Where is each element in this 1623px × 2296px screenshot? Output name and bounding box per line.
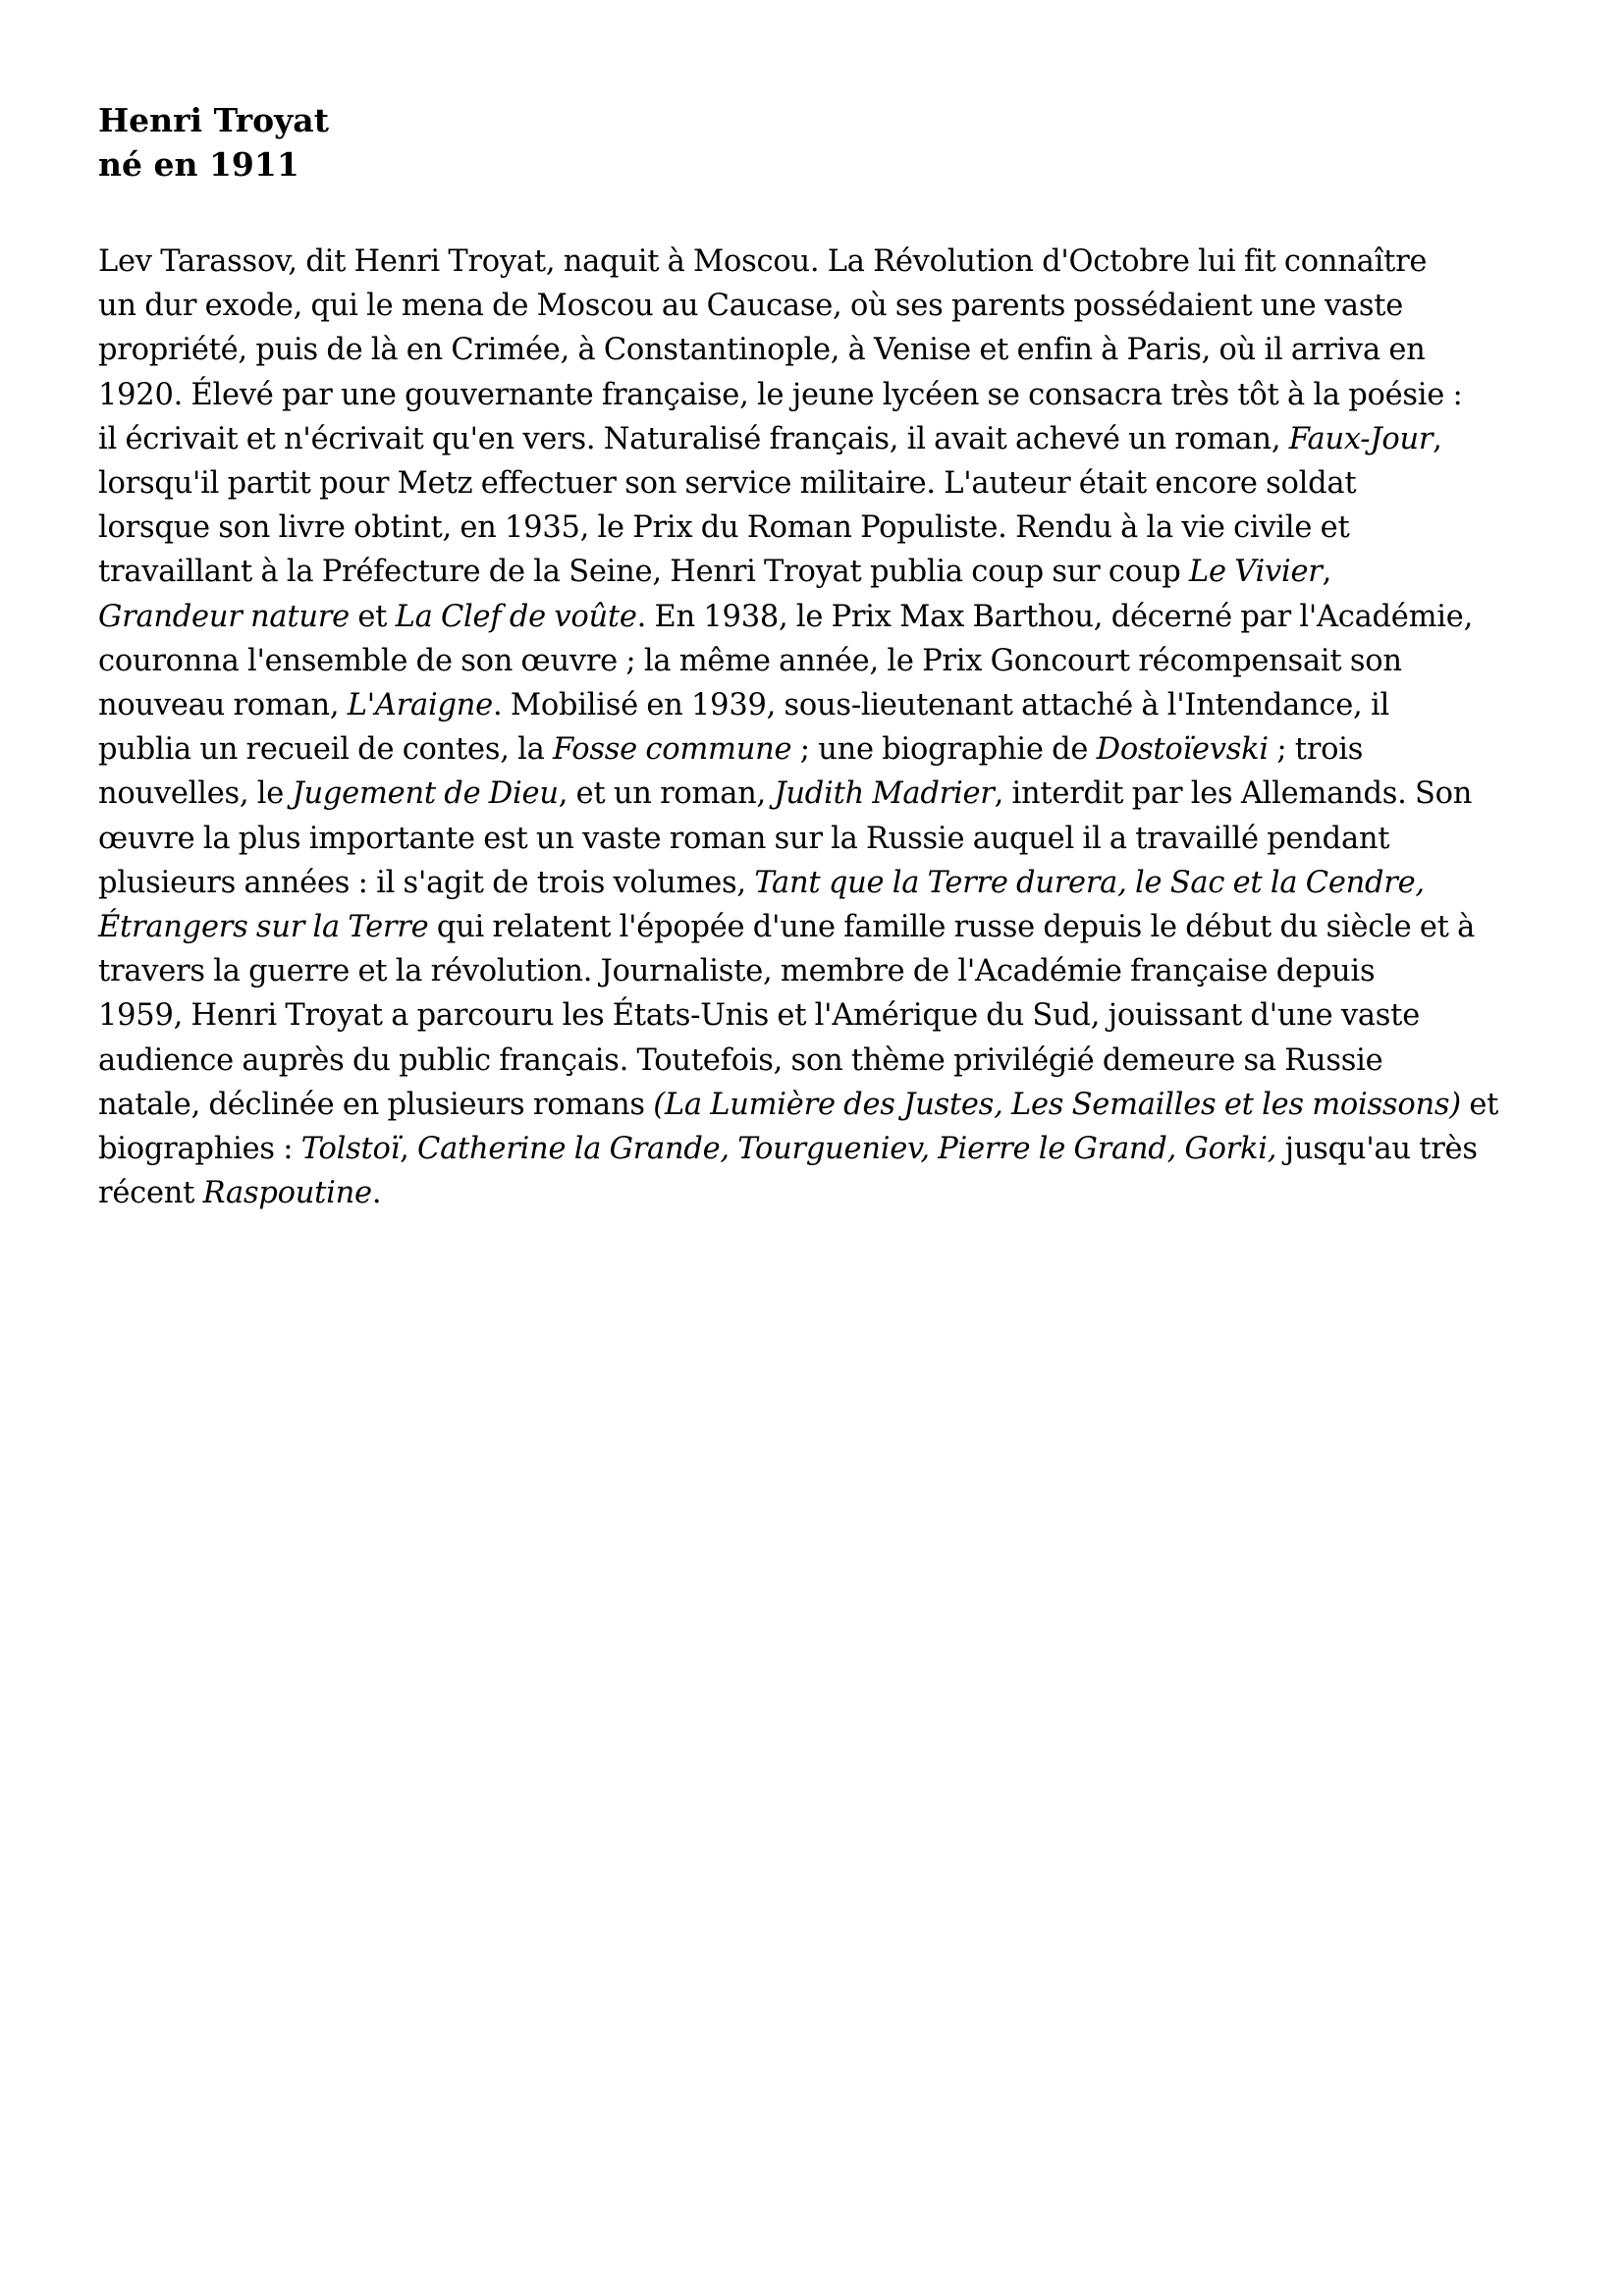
italic-title: Catherine la Grande, Tourgueniev, Pierre le Grand, Gorki, bbox=[417, 1132, 1277, 1167]
text-run: jusqu'au très bbox=[1276, 1132, 1478, 1167]
text-line bbox=[98, 949, 1532, 993]
text-run: , interdit par les Allemands. Son bbox=[994, 776, 1473, 812]
text-line bbox=[98, 506, 1532, 550]
text-run: lorsqu'il partit pour Metz effectuer son service militaire. L'auteur était encore soldat bbox=[98, 466, 1357, 502]
text-run: audience auprès du public français. Toutefois, son thème privilégié demeure sa Russie bbox=[98, 1042, 1383, 1078]
text-run: récent bbox=[98, 1176, 203, 1211]
text-run: œuvre la plus importante est un vaste roman sur la Russie auquel il a travaillé pendant bbox=[98, 821, 1390, 856]
text-run: et bbox=[1460, 1087, 1499, 1122]
text-line bbox=[98, 727, 1532, 772]
text-run: 1920. Élevé par une gouvernante française, le jeune lycéen se consacra très tôt à la poésie : bbox=[98, 377, 1463, 412]
italic-title: La Clef de voûte bbox=[395, 599, 637, 634]
document-subtitle: né en 1911 bbox=[98, 145, 299, 184]
text-line bbox=[98, 905, 1532, 949]
document-page bbox=[98, 98, 1532, 1215]
text-run: plusieurs années : il s'agit de trois volumes, bbox=[98, 865, 755, 900]
text-line bbox=[98, 550, 1532, 594]
text-line bbox=[98, 1171, 1532, 1215]
italic-title: Raspoutine bbox=[202, 1176, 372, 1211]
text-line bbox=[98, 1083, 1532, 1127]
text-line bbox=[98, 1039, 1532, 1083]
text-run: nouvelles, le bbox=[98, 776, 293, 812]
text-line bbox=[98, 993, 1532, 1038]
text-run: nouveau roman, bbox=[98, 688, 348, 723]
document-heading bbox=[98, 98, 1532, 187]
text-run: , bbox=[400, 1132, 417, 1167]
text-run: . En 1938, le Prix Max Barthou, décerné par l'Académie, bbox=[636, 599, 1474, 634]
text-run: biographies : bbox=[98, 1132, 301, 1167]
text-line bbox=[98, 417, 1532, 461]
text-line bbox=[98, 683, 1532, 727]
text-line bbox=[98, 284, 1532, 328]
italic-title: Étrangers sur la Terre bbox=[98, 910, 429, 945]
text-run: 1959, Henri Troyat a parcouru les États-Unis et l'Amérique du Sud, jouissant d'une vaste bbox=[98, 998, 1420, 1034]
text-line bbox=[98, 639, 1532, 683]
text-run: et bbox=[349, 599, 396, 634]
text-line bbox=[98, 861, 1532, 905]
italic-title: Faux-Jour bbox=[1288, 421, 1434, 456]
text-run: publia un recueil de contes, la bbox=[98, 732, 554, 768]
document-title: Henri Troyat bbox=[98, 101, 329, 139]
italic-title: Judith Madrier bbox=[774, 776, 995, 812]
text-run: . Mobilisé en 1939, sous-lieutenant attaché à l'Intendance, il bbox=[492, 688, 1389, 723]
italic-title: Tant que la Terre durera, le Sac et la Cendre, bbox=[754, 865, 1425, 900]
text-line bbox=[98, 595, 1532, 639]
text-run: couronna l'ensemble de son œuvre ; la même année, le Prix Goncourt récompensait son bbox=[98, 643, 1402, 678]
italic-title: Grandeur nature bbox=[98, 599, 350, 634]
italic-title: L'Araigne bbox=[347, 688, 493, 723]
text-run: ; une biographie de bbox=[791, 732, 1097, 768]
text-run: , et un roman, bbox=[558, 776, 775, 812]
text-line bbox=[98, 1127, 1532, 1171]
italic-title: (La Lumière des Justes, Les Semailles et les moissons) bbox=[653, 1087, 1461, 1122]
text-run: un dur exode, qui le mena de Moscou au Caucase, où ses parents possédaient une vaste bbox=[98, 289, 1404, 324]
text-run: natale, déclinée en plusieurs romans bbox=[98, 1087, 654, 1122]
text-run: ; trois bbox=[1268, 732, 1364, 768]
italic-title: Le Vivier bbox=[1188, 555, 1323, 590]
italic-title: Fosse commune bbox=[553, 732, 792, 768]
text-run: travers la guerre et la révolution. Journaliste, membre de l'Académie française depuis bbox=[98, 954, 1376, 989]
text-line bbox=[98, 772, 1532, 816]
text-run: travaillant à la Préfecture de la Seine, Henri Troyat publia coup sur coup bbox=[98, 555, 1189, 590]
italic-title: Jugement de Dieu bbox=[292, 776, 559, 812]
text-line bbox=[98, 240, 1532, 284]
text-line bbox=[98, 461, 1532, 506]
text-line bbox=[98, 328, 1532, 372]
text-run: Lev Tarassov, dit Henri Troyat, naquit à Moscou. La Révolution d'Octobre lui fit connaître bbox=[98, 244, 1428, 279]
text-run: qui relatent l'épopée d'une famille russe depuis le début du siècle et à bbox=[428, 910, 1476, 945]
text-run: lorsque son livre obtint, en 1935, le Prix du Roman Populiste. Rendu à la vie civile et bbox=[98, 510, 1350, 546]
text-line bbox=[98, 373, 1532, 417]
text-run: il écrivait et n'écrivait qu'en vers. Naturalisé français, il avait achevé un roman, bbox=[98, 421, 1289, 456]
biography-paragraph bbox=[98, 240, 1532, 1215]
text-run: . bbox=[371, 1176, 382, 1211]
italic-title: Tolstoï bbox=[300, 1132, 401, 1167]
text-run: , bbox=[1322, 555, 1332, 590]
text-run: , bbox=[1433, 421, 1442, 456]
text-line bbox=[98, 817, 1532, 861]
text-run: propriété, puis de là en Crimée, à Constantinople, à Venise et enfin à Paris, où il arriva en bbox=[98, 333, 1426, 368]
italic-title: Dostoïevski bbox=[1096, 732, 1269, 768]
